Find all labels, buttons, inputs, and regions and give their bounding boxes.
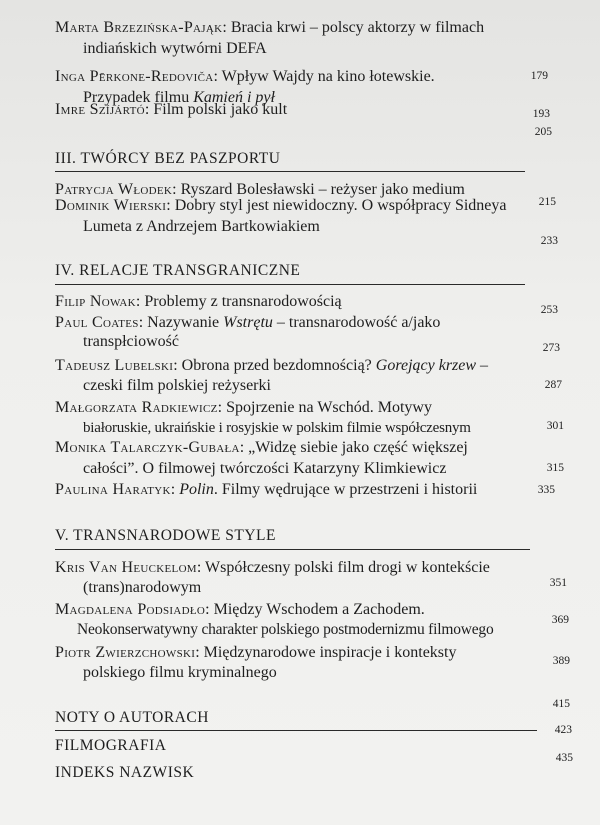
page-number: 423 [554, 724, 572, 736]
page-number: 435 [555, 752, 573, 764]
toc-entry: Paul Coates: Nazywanie Wstrętu – transnarodowość a/jako [55, 314, 441, 331]
entry-author: Patrycja Włodek [55, 181, 173, 198]
entry-title-cont: indiańskich wytwórni DEFA [83, 40, 267, 57]
entry-title-cont: transpłciowość [83, 333, 179, 350]
entry-author: Marta Brzezińska-Pająk [55, 19, 223, 36]
page-number: 351 [549, 577, 567, 589]
entry-author: Kris Van Heuckelom [55, 559, 197, 576]
toc-entry: Imre Szíjártó: Film polski jako kult [55, 101, 288, 118]
entry-author: Piotr Zwierzchowski [55, 644, 196, 661]
page-number: 253 [540, 304, 558, 316]
back-matter-entry: FILMOGRAFIA [55, 737, 167, 754]
entry-title: Wpływ Wajdy na kino łotewskie. [221, 68, 435, 85]
page-number: 369 [551, 614, 569, 626]
toc-entry: Monika Talarczyk-Gubała: „Widzę siebie jako część większej [55, 439, 468, 456]
page-number: 215 [538, 196, 556, 208]
toc-entry: Filip Nowak: Problemy z transnarodowością [55, 293, 342, 310]
section-rule [55, 549, 530, 550]
entry-title-cont: Przypadek filmu Kamień i pył [83, 89, 275, 106]
entry-author: Tadeusz Lubelski [55, 357, 174, 374]
entry-title: Nazywanie Wstrętu – transnarodowość a/jako [147, 314, 441, 331]
entry-title: Spojrzenie na Wschód. Motywy [226, 399, 432, 416]
entry-title-cont: polskiego filmu kryminalnego [83, 664, 277, 681]
toc-entry: Paulina Haratyk: Polin. Filmy wędrujące w przestrzeni i historii [55, 481, 478, 498]
page-number: 233 [540, 235, 558, 247]
entry-author: Paulina Haratyk [55, 481, 171, 498]
page-number: 335 [537, 484, 555, 496]
entry-title-cont: całości”. O filmowej twórczości Katarzyny Klimkiewicz [83, 460, 447, 477]
entry-author: Inga Pērkone-Redoviča [55, 68, 214, 85]
entry-title: Bracia krwi – polscy aktorzy w filmach [230, 19, 485, 36]
entry-title: Film polski jako kult [153, 101, 288, 118]
entry-author: Paul Coates [55, 314, 139, 331]
section-heading: V. TRANSNARODOWE STYLE [55, 527, 276, 544]
entry-title-cont: Lumeta z Andrzejem Bartkowiakiem [83, 218, 320, 235]
entry-author: Małgorzata Radkiewicz [55, 399, 218, 416]
toc-entry: Tadeusz Lubelski: Obrona przed bezdomnością? Gorejący krzew – [55, 357, 489, 374]
page-number: 389 [552, 655, 570, 667]
page-number: 193 [532, 108, 550, 120]
entry-author: Imre Szíjártó [55, 101, 145, 118]
entry-author: Magdalena Podsiadło [55, 601, 206, 618]
entry-title: „Widzę siebie jako część większej [248, 439, 468, 456]
entry-title: Między Wschodem a Zachodem. [213, 601, 425, 618]
toc-entry: Marta Brzezińska-Pająk: Bracia krwi – polscy aktorzy w filmach [55, 19, 485, 36]
back-matter-rule [55, 730, 537, 731]
page-number: 287 [544, 379, 562, 391]
entry-title: Polin. Filmy wędrujące w przestrzeni i historii [179, 481, 478, 498]
entry-author: Monika Talarczyk-Gubała [55, 439, 240, 456]
section-rule [55, 171, 525, 172]
page-number: 273 [542, 342, 560, 354]
section-heading: III. TWÓRCY BEZ PASZPORTU [55, 150, 281, 167]
toc-entry: Magdalena Podsiadło: Między Wschodem a Zachodem. [55, 601, 425, 618]
entry-title: Ryszard Bolesławski – reżyser jako medium [180, 181, 465, 198]
entry-title-cont: (trans)narodowym [83, 579, 202, 596]
entry-title: Międzynarodowe inspiracje i konteksty [203, 644, 457, 661]
toc-entry: Małgorzata Radkiewicz: Spojrzenie na Wschód. Motywy [55, 399, 432, 416]
entry-title: Obrona przed bezdomnością? Gorejący krzew – [181, 357, 489, 374]
entry-title: Dobry styl jest niewidoczny. O współpracy Sidneya [174, 197, 507, 214]
entry-title-cont: Neokonserwatywny charakter polskiego postmodernizmu filmowego [77, 621, 494, 638]
toc-entry: Patrycja Włodek: Ryszard Bolesławski – reżyser jako medium [55, 181, 465, 198]
toc-entry: Kris Van Heuckelom: Współczesny polski film drogi w kontekście [55, 559, 490, 576]
back-matter-entry: INDEKS NAZWISK [55, 764, 195, 781]
page-number: 301 [546, 420, 564, 432]
entry-title: Współczesny polski film drogi w kontekście [205, 559, 490, 576]
section-heading: IV. RELACJE TRANSGRANICZNE [55, 262, 301, 279]
entry-author: Filip Nowak [55, 293, 136, 310]
entry-title-cont: czeski film polskiej reżyserki [83, 377, 271, 394]
page-number: 205 [534, 126, 552, 138]
toc-entry: Piotr Zwierzchowski: Międzynarodowe inspiracje i konteksty [55, 644, 457, 661]
toc-entry: Inga Pērkone-Redoviča: Wpływ Wajdy na kino łotewskie. [55, 68, 435, 85]
section-rule [55, 284, 525, 285]
page-number: 315 [546, 462, 564, 474]
entry-title: Problemy z transnarodowością [144, 293, 342, 310]
page-number: 179 [530, 70, 548, 82]
entry-author: Dominik Wierski [55, 197, 167, 214]
entry-title-cont: białoruskie, ukraińskie i rosyjskie w polskim filmie współczesnym [83, 420, 471, 436]
back-matter-entry: NOTY O AUTORACH [55, 709, 209, 726]
page-number: 415 [552, 698, 570, 710]
toc-entry: Dominik Wierski: Dobry styl jest niewidoczny. O współpracy Sidneya [55, 197, 507, 214]
